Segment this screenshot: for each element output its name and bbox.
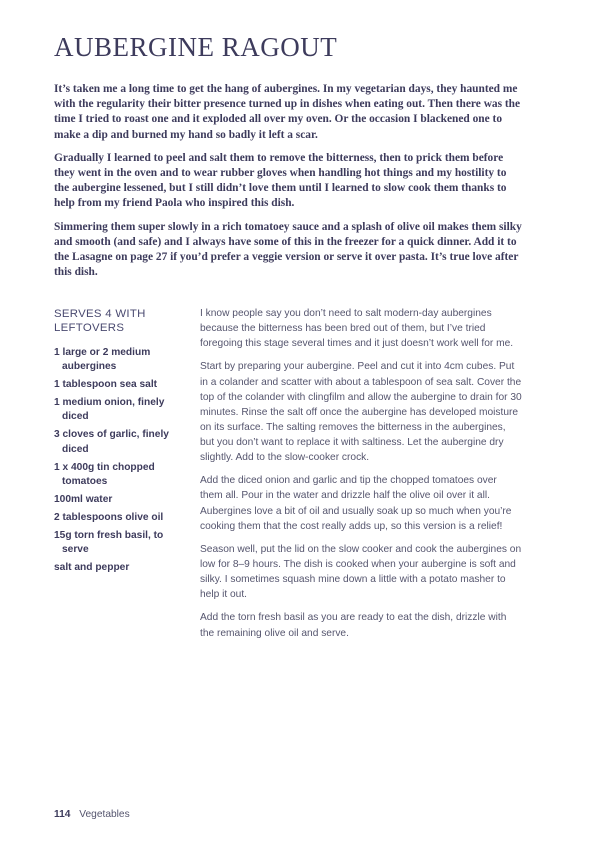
ingredient-item: 1 tablespoon sea salt [54, 379, 158, 391]
method-paragraph: Start by preparing your aubergine. Peel and cut it into 4cm cubes. Put in a colander and scatter with about a tablespoon of sea salt. Cover the top of the colander with clingfilm and allow the aubergine to drain for 30 minutes. Rinse the salt off once the aubergine has developed moisture on its surface. The salting removes the bitterness in the aubergines, but you don’t want to replace it with saltiness. Let the aubergine dry slightly. Add to the slow-cooker crock. [200, 361, 522, 464]
serves-heading: SERVES 4 WITH LEFTOVERS [54, 308, 146, 335]
method-paragraph: Season well, put the lid on the slow cooker and cook the aubergines on low for 8–9 hours. The dish is cooked when your aubergine is soft and silky. I sometimes squash mine down a little with a potato masher to help it out. [200, 543, 522, 601]
section-name: Vegetables [79, 809, 130, 820]
ingredient-item: 15g torn fresh basil, to serve [54, 529, 164, 556]
ingredient-item: 1 x 400g tin chopped tomatoes [54, 461, 155, 487]
intro-paragraph: Gradually I learned to peel and salt them to remove the bitterness, then to prick them before they went in the oven and to wear rubber gloves when handling hot things and my hostility to the aubergine lessened, but I still didn’t love them until I learned to slow cook them thanks to help from my friend Paola who inspired this dish. [54, 151, 507, 210]
intro-paragraph: It’s taken me a long time to get the hang of aubergines. In my vegetarian days, they haunted me with the regularity their bitter presence turned up in dishes when eating out. Then there was the time I tried to roast one and it exploded all over my oven. Or the occasion I blackened one to make a dip and burned my hand so badly it left a scar. [54, 83, 521, 141]
ingredient-item: salt and pepper [54, 562, 130, 574]
method-paragraph: I know people say you don’t need to salt modern-day aubergines because the bitterness has been bred out of them, but I’ve tried foregoing this stage several times and it just doesn’t work well for me. [200, 308, 514, 350]
method-paragraph: Add the torn fresh basil as you are ready to eat the dish, drizzle with the remaining olive oil and serve. [200, 612, 507, 639]
page-footer [54, 810, 130, 820]
ingredients-list [54, 346, 189, 579]
ingredient-item: 3 cloves of garlic, finely diced [54, 429, 169, 455]
intro-paragraph: Simmering them super slowly in a rich tomatoey sauce and a splash of olive oil makes them silky and smooth (and safe) and I always have some of this in the freezer for a quick dinner. Add it to the Lasagne on page 27 if you’d prefer a veggie version or serve it over pasta. It’s true love after this dish. [54, 220, 522, 279]
recipe-title: AUBERGINE RAGOUT [54, 32, 338, 62]
ingredient-item: 100ml water [54, 493, 113, 505]
ingredient-item: 1 medium onion, finely diced [54, 397, 165, 423]
ingredient-item: 2 tablespoons olive oil [54, 511, 164, 523]
page-number: 114 [54, 809, 71, 820]
ingredient-item: 1 large or 2 medium aubergines [54, 347, 151, 373]
method-paragraph: Add the diced onion and garlic and tip the chopped tomatoes over them all. Pour in the water and drizzle half the olive oil over it all. Aubergines love a bit of oil and usually soak up so much when you’re cooking them that the cost really adds up, so this version is a relief! [200, 475, 512, 532]
method-section [200, 306, 522, 649]
recipe-intro [54, 82, 524, 288]
